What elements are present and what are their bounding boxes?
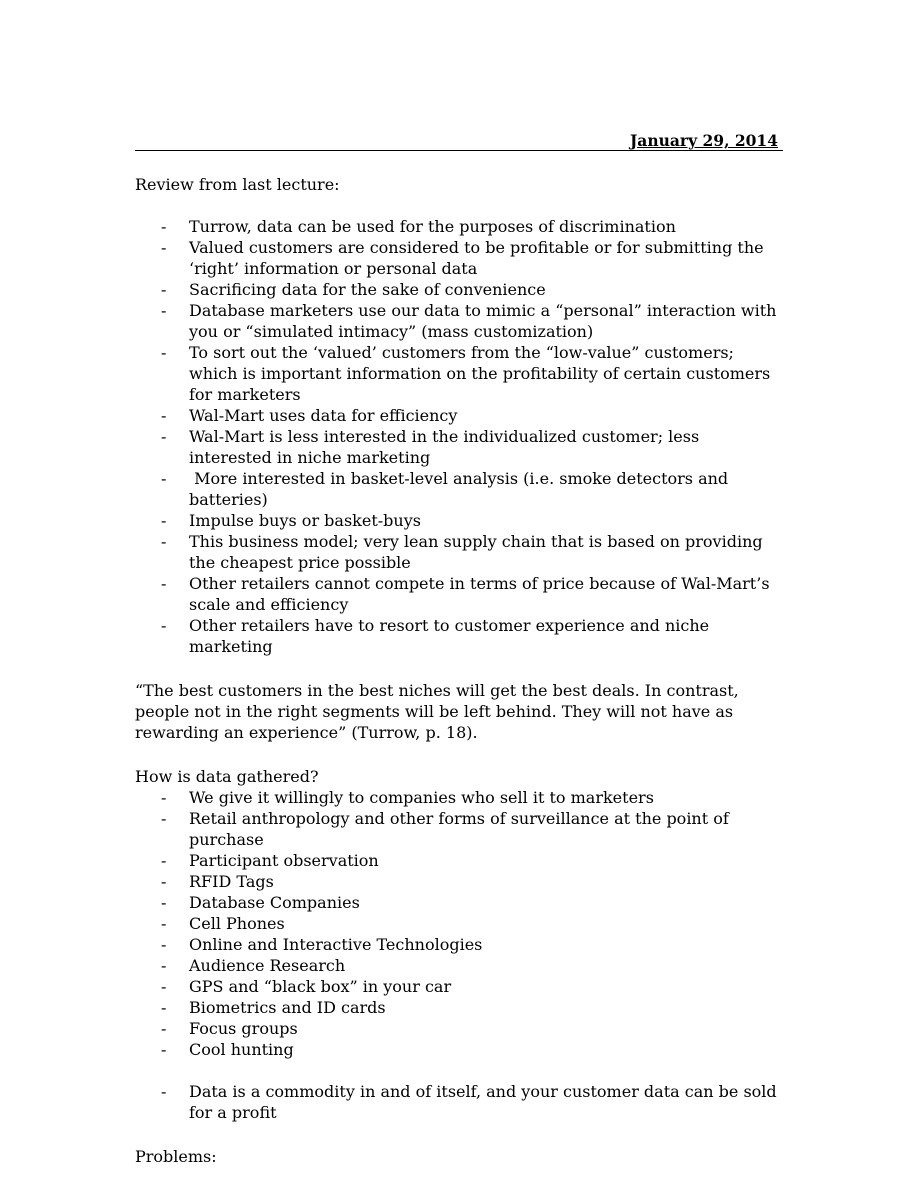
list-item-text: Audience Research xyxy=(189,956,346,975)
bullet-dash: - xyxy=(161,217,167,236)
list-item xyxy=(135,976,783,997)
turrow-quote: “The best customers in the best niches will get the best deals. In contrast, people not in the right segments will be left behind. They will not have as rewarding an experience” (Turrow, p. 18). xyxy=(135,681,739,742)
list-item-text: Data is a commodity in and of itself, and your customer data can be sold for a profit xyxy=(189,1082,777,1122)
list-item-text: This business model; very lean supply chain that is based on providing the cheapest price possible xyxy=(189,532,763,572)
list-item xyxy=(135,342,783,405)
list-item xyxy=(135,850,783,871)
bullet-dash: - xyxy=(161,914,167,933)
document-date: January 29, 2014 xyxy=(629,131,778,150)
bullet-dash: - xyxy=(161,427,167,446)
list-item xyxy=(135,1081,783,1123)
list-item xyxy=(135,531,783,573)
list-item-text: Database Companies xyxy=(189,893,360,912)
list-item xyxy=(135,615,783,657)
list-item-text: Cell Phones xyxy=(189,914,285,933)
list-item-text: Cool hunting xyxy=(189,1040,294,1059)
bullet-dash: - xyxy=(161,1040,167,1059)
bullet-dash: - xyxy=(161,532,167,551)
list-item-text: Retail anthropology and other forms of surveillance at the point of purchase xyxy=(189,809,729,849)
bullet-dash: - xyxy=(161,956,167,975)
bullet-dash: - xyxy=(161,1019,167,1038)
list-item xyxy=(135,871,783,892)
list-item xyxy=(135,787,783,808)
list-item-text: Wal-Mart uses data for efficiency xyxy=(189,406,458,425)
list-item xyxy=(135,573,783,615)
list-item xyxy=(135,279,783,300)
list-spacer xyxy=(135,1060,783,1081)
bullet-dash: - xyxy=(161,469,167,488)
data-gathering-list xyxy=(135,787,783,1060)
list-item xyxy=(135,1018,783,1039)
list-item-text: Other retailers cannot compete in terms of price because of Wal-Mart’s scale and efficiency xyxy=(189,574,770,614)
bullet-dash: - xyxy=(161,616,167,635)
list-item xyxy=(135,237,783,279)
bullet-dash: - xyxy=(161,343,167,362)
list-item xyxy=(135,300,783,342)
bullet-dash: - xyxy=(161,280,167,299)
bullet-dash: - xyxy=(161,809,167,828)
document-page xyxy=(135,128,783,1167)
list-item xyxy=(135,468,783,510)
list-item xyxy=(135,510,783,531)
list-item-text: Biometrics and ID cards xyxy=(189,998,386,1017)
list-item-text: GPS and “black box” in your car xyxy=(189,977,452,996)
list-item xyxy=(135,892,783,913)
bullet-dash: - xyxy=(161,1082,167,1101)
list-item-text: Sacrificing data for the sake of convenience xyxy=(189,280,546,299)
list-item-text: To sort out the ‘valued’ customers from the “low-value” customers; which is important information on the profitability of certain customers for marketers xyxy=(189,343,771,404)
list-item-text: Participant observation xyxy=(189,851,379,870)
list-item-text: Valued customers are considered to be profitable or for submitting the ‘right’ information or personal data xyxy=(189,238,764,278)
list-item-text: Turrow, data can be used for the purposes of discrimination xyxy=(189,217,676,236)
list-item xyxy=(135,1039,783,1060)
list-item-text: Online and Interactive Technologies xyxy=(189,935,483,954)
bullet-dash: - xyxy=(161,935,167,954)
list-item xyxy=(135,997,783,1018)
list-item xyxy=(135,426,783,468)
bullet-dash: - xyxy=(161,406,167,425)
list-item-text: We give it willingly to companies who sell it to marketers xyxy=(189,788,654,807)
review-heading: Review from last lecture: xyxy=(135,175,340,194)
bullet-dash: - xyxy=(161,574,167,593)
list-item xyxy=(135,405,783,426)
data-gathering-heading: How is data gathered? xyxy=(135,767,319,786)
problems-heading: Problems: xyxy=(135,1147,217,1166)
list-item xyxy=(135,955,783,976)
bullet-dash: - xyxy=(161,872,167,891)
list-item xyxy=(135,216,783,237)
bullet-dash: - xyxy=(161,788,167,807)
list-item xyxy=(135,913,783,934)
list-item xyxy=(135,808,783,850)
list-item xyxy=(135,934,783,955)
data-commodity-list xyxy=(135,1081,783,1123)
bullet-dash: - xyxy=(161,851,167,870)
list-item-text: Impulse buys or basket-buys xyxy=(189,511,421,530)
list-item-text: RFID Tags xyxy=(189,872,274,891)
bullet-dash: - xyxy=(161,238,167,257)
list-item-text: Database marketers use our data to mimic a “personal” interaction with you or “simulated intimacy” (mass customization) xyxy=(189,301,777,341)
list-item-text: Wal-Mart is less interested in the individualized customer; less interested in niche marketing xyxy=(189,427,700,467)
list-item-text: Focus groups xyxy=(189,1019,298,1038)
bullet-dash: - xyxy=(161,977,167,996)
bullet-dash: - xyxy=(161,511,167,530)
list-item-text: More interested in basket-level analysis (i.e. smoke detectors and batteries) xyxy=(189,469,734,509)
bullet-dash: - xyxy=(161,998,167,1017)
header-rule xyxy=(135,128,783,151)
review-list xyxy=(135,216,783,657)
list-item-text: Other retailers have to resort to customer experience and niche marketing xyxy=(189,616,710,656)
bullet-dash: - xyxy=(161,893,167,912)
bullet-dash: - xyxy=(161,301,167,320)
